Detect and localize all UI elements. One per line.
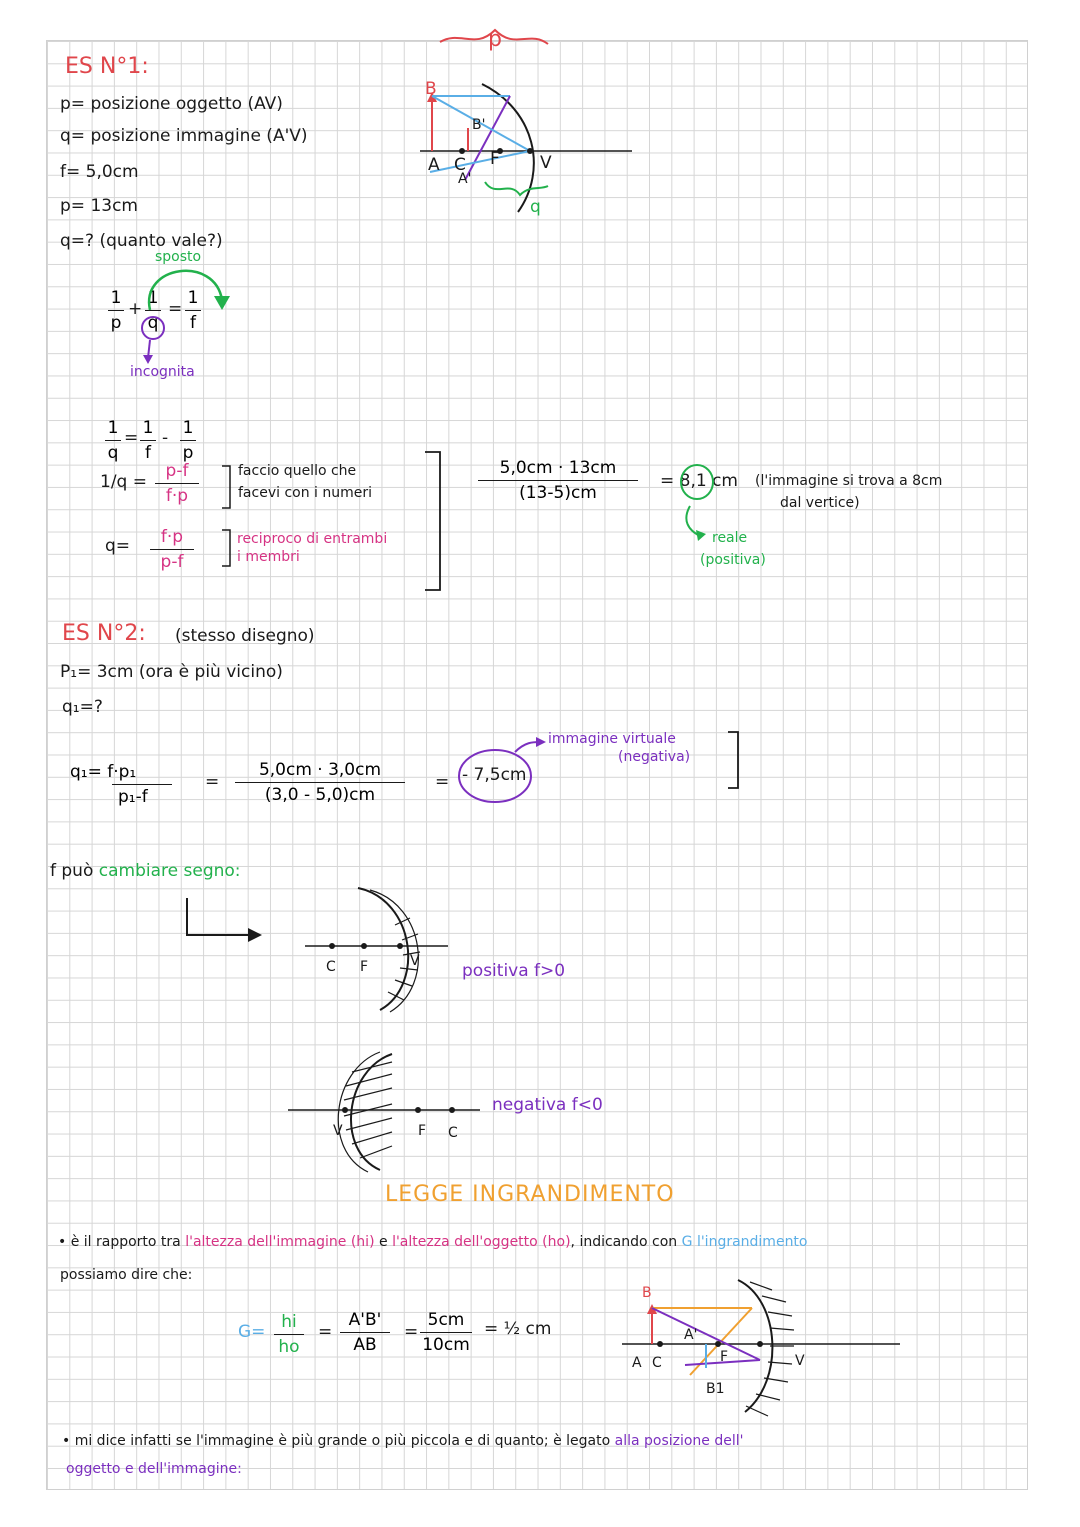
d2-C: C (652, 1355, 662, 1371)
d1-A: A (428, 155, 440, 175)
d2-F: F (720, 1349, 729, 1365)
bottom-line-2: oggetto e dell'immagine: (66, 1461, 242, 1477)
legge-eq-1: = (318, 1322, 333, 1342)
d1-q: q (530, 197, 541, 217)
sign-intro: f può cambiare segno: (50, 861, 241, 881)
concave-V: V (410, 953, 420, 969)
es2-title: ES N°2: (62, 621, 146, 646)
d1-A1: A' (458, 171, 472, 187)
p-value: p= 13cm (60, 196, 138, 216)
negative-label: negativa f<0 (492, 1095, 603, 1115)
note-faccio: faccio quello che (238, 463, 357, 479)
legge-title: LEGGE INGRANDIMENTO (385, 1182, 675, 1207)
f-value: f= 5,0cm (60, 162, 139, 182)
legge-line2: possiamo dire che: (60, 1267, 193, 1283)
legge-half: = ½ cm (484, 1319, 552, 1339)
incognita-label: incognita (130, 364, 195, 380)
es2-q1: q₁=? (62, 697, 103, 717)
es2-virtual-2: (negativa) (618, 749, 691, 765)
def-p: p= posizione oggetto (AV) (60, 94, 283, 114)
legge-5-10: 5cm 10cm (420, 1310, 472, 1355)
note-membri: i membri (237, 549, 300, 565)
d2-V: V (795, 1353, 805, 1369)
plus-sign: + (128, 299, 143, 319)
reale-label: reale (712, 530, 748, 546)
legge-ab: A'B' AB (340, 1310, 390, 1355)
frac-1-p: 1 p (108, 288, 124, 333)
frac-1-q-b: 1 q (105, 418, 121, 463)
es2-subtitle: (stesso disegno) (175, 626, 315, 646)
d2-B1: B1 (706, 1381, 725, 1397)
result-es1: = 8,1 cm (660, 471, 738, 491)
frac-fp-pf: f·p p-f (150, 527, 194, 572)
note-reciproco: reciproco di entrambi (237, 531, 388, 547)
def-q: q= posizione immagine (A'V) (60, 126, 308, 146)
question: q=? (quanto vale?) (60, 231, 223, 251)
es2-virtual-1: immagine virtuale (548, 731, 676, 747)
positiva-label: (positiva) (700, 552, 766, 568)
legge-line1: • è il rapporto tra l'altezza dell'immagine (hi) e l'altezza dell'oggetto (ho), indicando con G l'ingrandimento (58, 1234, 808, 1250)
convex-V: V (333, 1123, 343, 1139)
frac-pf-fp: p-f f·p (155, 461, 199, 506)
d1-B1: B' (472, 117, 486, 133)
frac-1-p-b: 1 p (180, 418, 196, 463)
legge-G: G= (238, 1322, 266, 1342)
legge-hi-ho: hi ho (274, 1312, 304, 1357)
d1-B: B (425, 79, 437, 99)
d2-A1: A' (684, 1327, 698, 1343)
minus-sign: - (162, 428, 169, 448)
d1-p: p (488, 27, 502, 52)
convex-C: C (448, 1125, 458, 1141)
frac-1-q: 1 q (145, 288, 161, 333)
frac-1-f: 1 f (185, 288, 201, 333)
note-facevi: facevi con i numeri (238, 485, 373, 501)
bottom-line-1: • mi dice infatti se l'immagine è più grande o più piccola e di quanto; è legato alla posizione dell' (62, 1433, 744, 1449)
d1-F: F (490, 149, 500, 169)
one-over-q: 1/q = (100, 472, 147, 492)
es2-p1: P₁= 3cm (ora è più vicino) (60, 662, 283, 682)
es1-title: ES N°1: (65, 54, 149, 79)
es2-eq-1: = (205, 772, 220, 792)
eq-sign-b: = (124, 428, 139, 448)
d1-C: C (454, 155, 466, 175)
d2-B: B (642, 1285, 652, 1301)
calc-es1: 5,0cm · 13cm (13-5)cm (478, 458, 638, 503)
mirror-diagram-2 (0, 0, 1, 1)
concave-C: C (326, 959, 336, 975)
d1-V: V (540, 153, 552, 173)
q-eq: q= (105, 536, 131, 556)
concave-F: F (360, 959, 369, 975)
es2-calc: 5,0cm · 3,0cm (3,0 - 5,0)cm (235, 760, 405, 805)
result-note-1: (l'immagine si trova a 8cm (755, 473, 943, 489)
positive-label: positiva f>0 (462, 961, 566, 981)
es2-formula: q₁= f·p₁ p₁-f (70, 762, 190, 807)
convex-F: F (418, 1123, 427, 1139)
legge-eq-2: = (404, 1322, 419, 1342)
eq-sign: = (168, 299, 183, 319)
d2-A: A (632, 1355, 642, 1371)
sposto-label: sposto (155, 249, 202, 265)
result-note-2: dal vertice) (780, 495, 860, 511)
es2-result: - 7,5cm (462, 765, 527, 785)
es2-eq-2: = (435, 772, 450, 792)
frac-1-f-b: 1 f (140, 418, 156, 463)
